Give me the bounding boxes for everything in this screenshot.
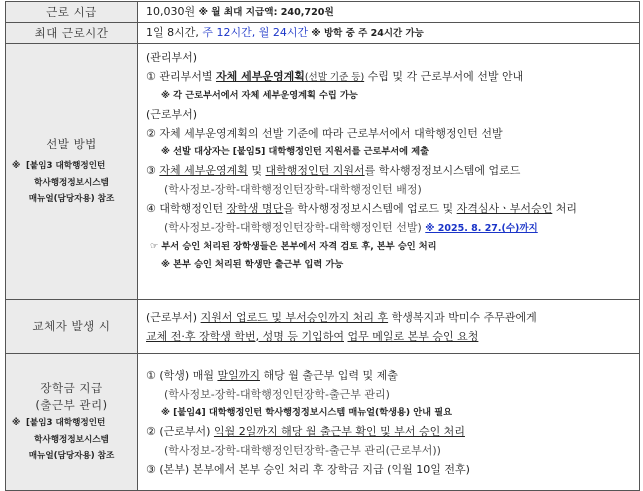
max-hours-vacation-note: ※ 방학 중 주 24시간 가능 — [308, 28, 424, 39]
selection-work-header: (근로부서) — [146, 108, 198, 121]
payment-sublabel: (출근부 관리) — [35, 397, 108, 412]
payment-row — [6, 354, 640, 491]
selection-step-4-path: (학사정보-장학-대학행정인턴장학-대학행정인턴 선발) ※ 2025. 8. 27.(수)까지 — [164, 221, 538, 234]
replacement-row — [6, 300, 640, 354]
selection-manual-note: ※ [붙임3 대학행정인턴 학사행정정보시스템 매뉴얼(담당자용) 참조 — [12, 161, 115, 204]
selection-label: 선발 방법 — [46, 136, 97, 151]
wage-monthly-max-note: ※ 월 최대 지급액: 240,720원 — [198, 7, 334, 18]
payment-step-3: ③ (본부) 본부에서 본부 승인 처리 후 장학금 지급 (익월 10일 전후) — [146, 462, 470, 476]
wage-row — [6, 2, 640, 23]
selection-step-2-note: ※ 선발 대상자는 [붙임5] 대학행정인턴 지원서를 근로부서에 제출 — [161, 146, 429, 157]
payment-step-1-note: ※ [붙임4] 대학행정인턴 학사행정정보시스템 매뉴얼(학생용) 안내 필요 — [161, 406, 452, 418]
payment-content-cell — [138, 354, 640, 491]
payment-manual-note: ※ [붙임3 대학행정인턴 학사행정정보시스템 매뉴얼(담당자용) 참조 — [12, 418, 115, 461]
selection-step-1-note: ※ 각 근로부서에서 자체 세부운영계획 수립 가능 — [161, 90, 358, 101]
selection-row — [6, 44, 640, 300]
selection-attendance-note: ※ 본부 승인 처리된 학생만 출근부 입력 가능 — [161, 259, 344, 270]
wage-value-cell — [138, 2, 640, 23]
selection-step-2: ② 자체 세부운영계획의 선발 기준에 따라 근로부서에서 대학행정인턴 선발 — [146, 127, 503, 140]
wage-amount: 10,030원 — [146, 5, 196, 18]
selection-step-1: ① 관리부서별 자체 세부운영계획(선발 기준 등) 수립 및 각 근로부서에 선발 안내 — [146, 70, 524, 83]
max-hours-label: 최대 근로시간 — [6, 23, 138, 44]
max-hours-daily: 1일 8시간, — [146, 26, 203, 39]
replacement-label: 교체자 발생 시 — [6, 300, 138, 354]
max-hours-row — [6, 23, 640, 44]
payment-step-1: ① (학생) 매월 말일까지 해당 월 출근부 입력 및 제출 — [146, 368, 398, 382]
payment-step-1-path: (학사정보-장학-대학행정인턴장학-출근부 관리) — [164, 387, 390, 401]
payment-label-cell — [6, 354, 138, 491]
max-hours-weekly-monthly: 주 12시간, 월 24시간 — [202, 26, 309, 39]
selection-dept-header: (관리부서) — [146, 51, 198, 64]
selection-content-cell — [138, 44, 640, 300]
selection-deadline: ※ 2025. 8. 27.(수)까지 — [425, 223, 538, 234]
replacement-line-2: 교체 전·후 장학생 학번, 성명 등 기입하여 업무 메일로 본부 승인 요청 — [146, 329, 479, 343]
selection-step-3-path: (학사정보-장학-대학행정인턴장학-대학행정인턴 배정) — [164, 183, 422, 196]
payment-label: 장학금 지급 — [40, 380, 103, 395]
replacement-line-1: (근로부서) 지원서 업로드 및 부서승인까지 처리 후 학생복지과 박미수 주무관에게 — [146, 310, 537, 324]
payment-step-2: ② (근로부서) 익월 2일까지 해당 월 출근부 확인 및 부서 승인 처리 — [146, 424, 465, 438]
selection-label-cell — [6, 44, 138, 300]
selection-step-3: ③ 자체 세부운영계획 및 대학행정인턴 지원서를 학사행정정보시스템에 업로드 — [146, 164, 521, 177]
selection-step-4: ④ 대학행정인턴 장학생 명단을 학사행정정보시스템에 업로드 및 자격심사ㆍ부서승인 처리 — [146, 202, 578, 215]
wage-label: 근로 시급 — [6, 2, 138, 23]
max-hours-cell — [138, 23, 640, 44]
selection-approval-note: ☞ 부서 승인 처리된 장학생들은 본부에서 자격 검토 후, 본부 승인 처리 — [150, 241, 437, 252]
scholarship-guide-table — [5, 1, 640, 491]
replacement-content-cell — [138, 300, 640, 354]
payment-step-2-path: (학사정보-장학-대학행정인턴장학-출근부 관리(근로부서)) — [164, 443, 441, 457]
